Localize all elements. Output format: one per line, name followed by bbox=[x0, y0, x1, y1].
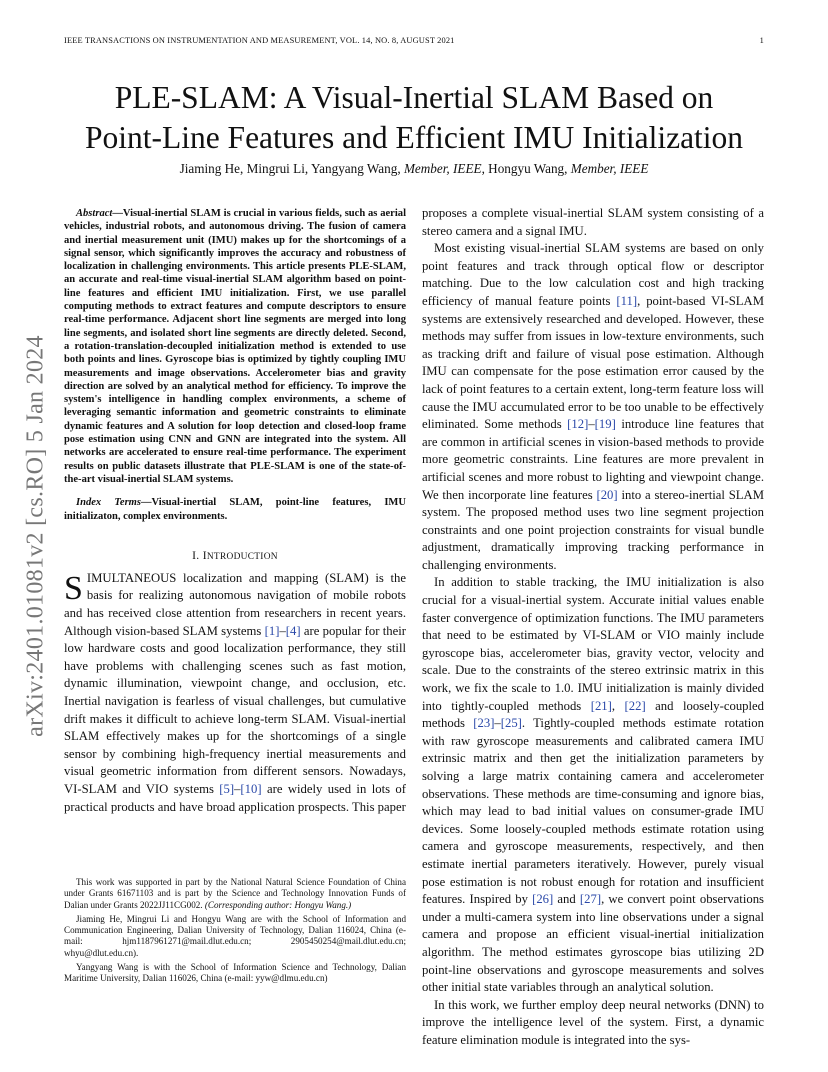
citation-link[interactable]: [5] bbox=[219, 781, 235, 796]
body-paragraph: In this work, we further employ deep neural networks (DNN) to improve the intelligence level of the system. First, a dynamic feature elimination module is integrated into the sys- bbox=[422, 997, 764, 1047]
body-paragraph: In addition to stable tracking, the IMU initialization is also crucial for a visual-inertial system. Accurate initial values enable faster convergence of optimization functions. The IMU parameters that need to be estimated by VI-SLAM or VIO mainly include gyroscope bias, accelerometer bias, gravity vector, velocity and scale. Due to the constraints of the stereo extrinsic matrix in this work, we fix the scale to 1.0. IMU initialization is mainly divided into tightly-coupled methods [21], [22] and loosely-coupled methods [23]–[25]. Tightly-coupled methods estimate rotation with raw gyroscope measurements and calibrated camera IMU extrinsic matrix and then get the initialization parameters by solving a large matrix containing camera and accelerometer observations. These methods are time-consuming and ignore bias, which may lead to bad initial values on consumer-grade IMU devices. Some loosely-coupled methods estimate rotation using camera and gyroscope measurements, respectively, and then estimate inertial parameters iteratively. However, purely visual pose estimation is not robust enough for rotation and insufficient features. Inspired by [26] and [27], we convert point observations under a multi-camera system into line observations under a signal camera and propose an efficient visual-inertial initialization algorithm. The method estimates gyroscope bias utilizing 2D point-line observations and gyroscope measurements and solves other initial state variables through an analytical solution. bbox=[422, 575, 765, 995]
section-heading-introduction: I. INTRODUCTION bbox=[192, 548, 278, 562]
citation-link[interactable]: [12] bbox=[567, 417, 589, 432]
citation-link[interactable]: [4] bbox=[285, 623, 301, 638]
abstract-label: Abstract bbox=[76, 208, 113, 219]
intro-paragraph-1: SIMULTANEOUS localization and mapping (SLAM) is the basis for realizing autonomous navigation of mobile robots and has received close attention from researchers in recent years. Although vision-based SLAM systems [1]–[4] are popular for their low hardware costs and good localization performance, they still have problems with challenging scenes such as fast motion, dynamic illumination, viewpoint change, and occlusion, etc. Inertial navigation is fearless of visual challenges, but cumulative drift makes it difficult to achieve long-term SLAM. Visual-inertial SLAM effectively makes up for the shortcomings of a single sensor by combining high-frequency inertial measurements and visual geometric information from different sensors. Nowadays, VI-SLAM and VIO systems [5]–[10] are widely used in lots of practical products and have broad application prospects. This paper bbox=[64, 569, 406, 814]
citation-link[interactable]: [23] bbox=[473, 716, 495, 731]
index-terms bbox=[64, 496, 406, 523]
title-line-2: Point-Line Features and Efficient IMU Initialization bbox=[84, 120, 744, 155]
journal-name: IEEE TRANSACTIONS ON INSTRUMENTATION AND MEASUREMENT, VOL. 14, NO. 8, AUGUST 2021 bbox=[64, 36, 455, 45]
page-number: 1 bbox=[759, 36, 764, 45]
footnote-funding: This work was supported in part by the National Natural Science Foundation of China under Grants 61671103 and is part by the Science and Technology Innovation Funds of Dalian under Grants 2022JJ11CG002. (Corresponding author: Hongyu Wang.) bbox=[64, 877, 406, 910]
footnotes bbox=[64, 877, 406, 988]
authors-part-2: , Hongyu Wang, bbox=[481, 161, 571, 176]
citation-link[interactable]: [11] bbox=[616, 293, 638, 308]
author-membership-2: Member, IEEE bbox=[570, 161, 649, 176]
arxiv-stamp bbox=[14, 296, 58, 776]
body-paragraph-continued: proposes a complete visual-inertial SLAM system consisting of a stereo camera and a signal IMU. bbox=[422, 206, 764, 238]
abstract-text: —Visual-inertial SLAM is crucial in various fields, such as aerial vehicles, industrial robots, and autonomous driving. The fusion of camera and inertial measurement unit (IMU) makes up for the shortcomings of a signal sensor, which significantly improves the accuracy and robustness of localization in challenging environments. This article presents PLE-SLAM, an accurate and real-time visual-inertial SLAM algorithm based on point-line features and efficient IMU initialization. First, we use parallel computing methods to extract features and compute descriptors to ensure real-time performance. Adjacent short line segments are merged into long line segments, and isolated short line segments are directly deleted. Second, a rotation-translation-decoupled initialization method is extended to use both points and lines. Gyroscope bias is optimized by tightly coupling IMU measurements and image observations. Accelerometer bias and gravity direction are solved by an analytical method for efficiency. To improve the system's intelligence in handling complex environments, a scheme of leveraging semantic information and geometric constraints to eliminate dynamic features and A solution for loop detection and closed-loop frame pose estimation using CNN and GNN are integrated into the system. All networks are accelerated to ensure real-time performance. The experiment results on public datasets illustrate that PLE-SLAM is one of the state-of-the-art visual-inertial SLAM systems. bbox=[64, 208, 406, 485]
authors-part-1: Jiaming He, Mingrui Li, Yangyang Wang, bbox=[179, 161, 404, 176]
left-column bbox=[64, 207, 406, 816]
index-terms-label: Index Terms bbox=[76, 497, 141, 509]
paper-title bbox=[40, 78, 788, 158]
citation-link[interactable]: [26] bbox=[532, 892, 554, 907]
body-paragraph: Most existing visual-inertial SLAM systems are based on only point features and track through optical flow or descriptor matching. Due to the low calculation cost and high tracking efficiency of manual feature points [11], point-based VI-SLAM systems are extensively researched and developed. However, these methods may suffer from issues in low-texture environments, such as tracking drift and failure of visual pose estimation. Although IMU can compensate for the pose estimation error caused by the lack of point features to a certain extent, long-term feature loss will cause the IMU accumulated error to be too unable to be effectively eliminated. Some methods [12]–[19] introduce line features that are common in artificial scenes in vision-based methods to provide more geometric constraints. Line features are more prevalent in artificial scenes and more robust to lighting and viewpoint change. We then incorporate line features [20] into a stereo-inertial SLAM system. The proposed method uses two line segment projection constraints and one point projection constraints for visual bundle adjustment, dramatically improving tracking performance in challenging environments. bbox=[422, 241, 764, 572]
citation-link[interactable]: [27] bbox=[579, 892, 602, 907]
citation-link[interactable]: [22] bbox=[624, 698, 646, 713]
drop-cap: S bbox=[64, 569, 83, 607]
citation-link[interactable]: [19] bbox=[594, 417, 616, 432]
citation-link[interactable]: [25] bbox=[500, 716, 522, 731]
footnote-affiliation-1: Jiaming He, Mingrui Li and Hongyu Wang are with the School of Information and Communication Engineering, Dalian University of Technology, Dalian 116024, China (e-mail: hjm1187961271@mail.dlut.edu.cn; 2905450254@mail.dlut.edu.cn; whyu@dlut.edu.cn). bbox=[64, 913, 406, 958]
title-line-1: PLE-SLAM: A Visual-Inertial SLAM Based on bbox=[114, 80, 714, 115]
footnote-affiliation-2: Yangyang Wang is with the School of Information Science and Technology, Dalian Maritime University, Dalian 116026, China (e-mail: yyw@dlmu.edu.cn) bbox=[64, 962, 406, 984]
citation-link[interactable]: [21] bbox=[590, 698, 612, 713]
right-column bbox=[422, 205, 764, 1050]
author-membership-1: Member, IEEE bbox=[403, 161, 482, 176]
citation-link[interactable]: [20] bbox=[596, 487, 618, 502]
author-list bbox=[40, 161, 788, 177]
running-header bbox=[64, 36, 764, 48]
citation-link[interactable]: [10] bbox=[240, 781, 262, 796]
arxiv-stamp-text: arXiv:2401.01081v2 [cs.RO] 5 Jan 2024 bbox=[22, 335, 49, 737]
citation-link[interactable]: [1] bbox=[264, 623, 280, 638]
index-terms-text: —Visual-inertial SLAM, point-line features, IMU initializaton, complex environments. bbox=[64, 497, 406, 522]
abstract bbox=[64, 207, 406, 486]
